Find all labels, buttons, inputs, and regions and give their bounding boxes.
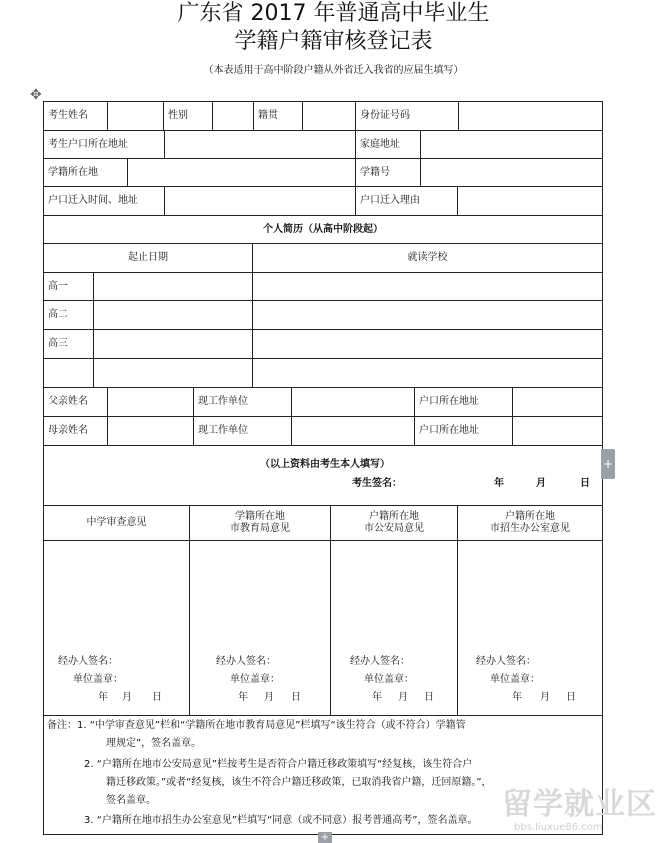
label-school-no: 学籍号 (355, 158, 421, 187)
value-mother[interactable] (107, 416, 194, 446)
value-gender[interactable] (212, 101, 254, 131)
opinion-school-header: 中学审查意见 (43, 505, 190, 541)
opinion-edu-header (189, 505, 331, 541)
resume-date-header: 起止日期 (43, 243, 253, 273)
expand-handle-icon[interactable]: + (601, 449, 615, 479)
col1-year: 年 (98, 692, 108, 703)
label-gender: 性别 (163, 101, 213, 131)
col3-month: 月 (398, 692, 408, 703)
opinion-admission-line2: 市招生办公室意见 (490, 523, 570, 534)
col2-month: 月 (264, 692, 274, 703)
opinion-edu-body[interactable] (189, 540, 331, 716)
col3-unit: 单位盖章： (364, 674, 414, 685)
value-grade2-school[interactable] (252, 300, 603, 330)
value-father[interactable] (107, 387, 194, 417)
subtitle: （本表适用于高中阶段户籍从外省迁入我省的应届生填写） (203, 65, 464, 76)
opinion-admission-body[interactable] (457, 540, 603, 716)
label-grade3: 高三 (43, 329, 94, 359)
resume-school-header: 就读学校 (252, 243, 603, 273)
value-mother-hukou[interactable] (512, 416, 603, 446)
add-row-icon[interactable]: + (318, 832, 332, 843)
note-2b: 籍迁移政策。”或者“经复核，该生不符合户籍迁移政策，已取消我省户籍，迁回原籍。”， (106, 777, 492, 788)
col4-month: 月 (540, 692, 550, 703)
opinion-admission-header (457, 505, 603, 541)
col1-day: 日 (152, 692, 162, 703)
col2-unit: 单位盖章： (230, 674, 280, 685)
student-signature-label: 考生签名： (352, 478, 402, 489)
col3-handler: 经办人签名： (350, 656, 410, 667)
label-move-time: 户口迁入时间、地址 (43, 186, 165, 216)
label-native: 籍贯 (253, 101, 303, 131)
note-1b: 理规定”，签名盖章。 (106, 738, 202, 749)
opinion-admission-line1: 户籍所在地 (505, 511, 555, 522)
value-school-no[interactable] (420, 158, 603, 187)
col1-unit: 单位盖章： (73, 674, 123, 685)
sign-year: 年 (494, 478, 504, 489)
opinion-edu-line1: 学籍所在地 (235, 511, 285, 522)
label-grade1: 高一 (43, 272, 94, 301)
value-father-hukou[interactable] (512, 387, 603, 417)
label-father-hukou: 户口所在地址 (414, 387, 513, 417)
col4-handler: 经办人签名： (476, 656, 536, 667)
label-grade-extra (43, 358, 94, 388)
value-move-reason[interactable] (457, 186, 603, 216)
value-grade2-date[interactable] (93, 300, 253, 330)
label-hukou: 考生户口所在地址 (43, 130, 165, 159)
value-grade3-date[interactable] (93, 329, 253, 359)
value-hukou[interactable] (164, 130, 356, 159)
opinion-police-header (330, 505, 458, 541)
value-grade3-school[interactable] (252, 329, 603, 359)
value-extra-school[interactable] (252, 358, 603, 388)
value-grade1-school[interactable] (252, 272, 603, 301)
label-mother-work: 现工作单位 (193, 416, 292, 446)
note-1a: 备注：1. “中学审查意见”栏和“学籍所在地市教育局意见”栏填写“该生符合（或不符合）学籍管 (47, 720, 466, 731)
watermark-logo: 留学就业区 (502, 787, 657, 822)
col4-day: 日 (566, 692, 576, 703)
self-declaration-note: （以上资料由考生本人填写） (260, 459, 390, 470)
col2-year: 年 (238, 692, 248, 703)
note-3a: 3. “户籍所在地市招生办公室意见”栏填写“同意（或不同意）报考普通高考”，签名盖章。 (84, 815, 478, 826)
value-name[interactable] (107, 101, 164, 131)
move-handle-icon[interactable]: ✥ (30, 87, 42, 103)
sign-month: 月 (536, 478, 546, 489)
col1-handler: 经办人签名： (58, 656, 118, 667)
col3-year: 年 (372, 692, 382, 703)
title-line2: 学籍户籍审核登记表 (234, 29, 433, 54)
col2-handler: 经办人签名： (216, 656, 276, 667)
value-mother-work[interactable] (291, 416, 415, 446)
col4-unit: 单位盖章： (490, 674, 540, 685)
value-move-time[interactable] (164, 186, 356, 216)
label-mother-hukou: 户口所在地址 (414, 416, 513, 446)
col2-day: 日 (291, 692, 301, 703)
col4-year: 年 (512, 692, 522, 703)
value-father-work[interactable] (291, 387, 415, 417)
opinion-edu-line2: 市教育局意见 (230, 523, 290, 534)
label-mother: 母亲姓名 (43, 416, 108, 446)
label-id: 身份证号码 (355, 101, 459, 131)
value-grade1-date[interactable] (93, 272, 253, 301)
label-name: 考生姓名 (43, 101, 108, 131)
opinion-school-body[interactable] (43, 540, 190, 716)
resume-title: 个人简历（从高中阶段起） (43, 215, 603, 244)
label-school-loc: 学籍所在地 (43, 158, 128, 187)
label-grade2: 高二 (43, 300, 94, 330)
label-home: 家庭地址 (355, 130, 421, 159)
title-line1: 广东省 2017 年普通高中毕业生 (177, 1, 490, 26)
note-2a: 2. “户籍所在地市公安局意见”栏按考生是否符合户籍迁移政策填写“经复核，该生符合户 (84, 759, 473, 770)
self-declaration-box (43, 445, 603, 506)
value-id[interactable] (458, 101, 603, 131)
opinion-police-body[interactable] (330, 540, 458, 716)
label-father: 父亲姓名 (43, 387, 108, 417)
label-father-work: 现工作单位 (193, 387, 292, 417)
value-native[interactable] (302, 101, 356, 131)
value-school-loc[interactable] (127, 158, 356, 187)
value-extra-date[interactable] (93, 358, 253, 388)
label-move-reason: 户口迁入理由 (355, 186, 458, 216)
col1-month: 月 (122, 692, 132, 703)
opinion-police-line1: 户籍所在地 (369, 511, 419, 522)
col3-day: 日 (424, 692, 434, 703)
note-2c: 签名盖章。 (106, 795, 156, 806)
watermark-url: bbs.liuxue86.com (514, 822, 603, 833)
sign-day: 日 (580, 478, 590, 489)
value-home[interactable] (420, 130, 603, 159)
opinion-police-line2: 市公安局意见 (364, 523, 424, 534)
